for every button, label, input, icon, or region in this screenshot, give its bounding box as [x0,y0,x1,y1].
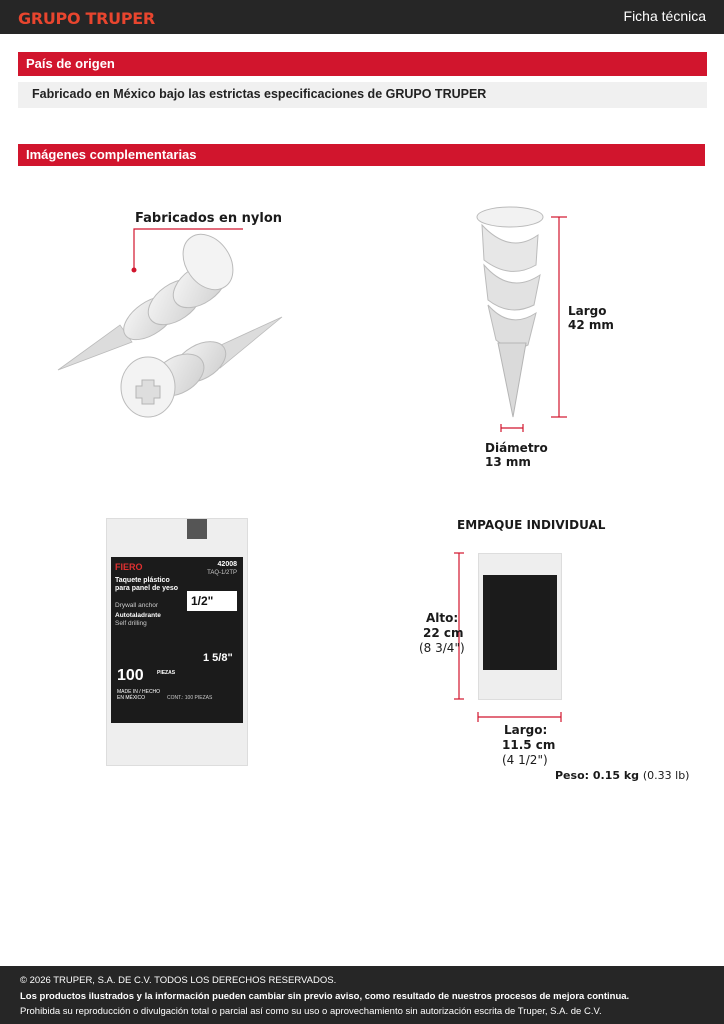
package-self-es: Autotaladrante [115,612,161,619]
package-content: CONT.: 100 PIEZAS [167,695,213,701]
package-size: 1/2" [187,591,237,611]
section-images-header: Imágenes complementarias [18,144,705,166]
footer [0,966,724,1024]
weight-label [555,769,689,783]
length-label: Largo [568,304,607,318]
package-made: MADE IN / HECHO EN MÉXICO [117,689,161,701]
section-origin-header: País de origen [18,52,707,76]
height-cm: 22 cm [423,626,464,640]
height-label: Alto: [426,611,459,625]
doc-type: Ficha técnica [623,8,706,24]
package-length: 1 5/8" [203,652,233,664]
diameter-label: Diámetro [485,441,548,455]
weight-kg: Peso: 0.15 kg [555,769,640,782]
pack-title: EMPAQUE INDIVIDUAL [457,518,606,532]
material-label: Fabricados en nylon [135,211,283,226]
height-in: (8 3/4") [419,641,465,655]
package-qty-unit: PIEZAS [157,670,176,676]
weight-lb: (0.33 lb) [642,769,690,782]
length-value: 42 mm [568,318,614,332]
package-model: TAQ-1/2TP [207,570,237,576]
footer-notice: Los productos ilustrados y la información pueden cambiar sin previo aviso, como resultado de nuestros procesos de mejora continua. [20,991,630,1002]
package-qty: 100 [117,667,144,684]
package-self-en: Self drilling [115,620,147,627]
width-cm: 11.5 cm [502,738,556,752]
package-name-es: Taquete plástico para panel de yeso [115,577,179,592]
width-label: Largo: [504,723,548,737]
package-name-en: Drywall anchor [115,602,158,609]
origin-text: Fabricado en México bajo las estrictas especificaciones de GRUPO TRUPER [18,82,707,108]
footer-copyright: © 2026 TRUPER, S.A. DE C.V. TODOS LOS DERECHOS RESERVADOS. [20,975,337,986]
diameter-value: 13 mm [485,455,531,469]
package-code: 42008 [217,561,237,568]
width-in: (4 1/2") [502,753,548,767]
package-brand: FIERO [115,562,143,572]
brand-logo: GRUPO TRUPER [18,9,155,28]
footer-prohibition: Prohibida su reproducción o divulgación total o parcial así como su uso o aprovechamiento sin autorización escrita de Truper, S.A. de C.V. [20,1006,602,1017]
